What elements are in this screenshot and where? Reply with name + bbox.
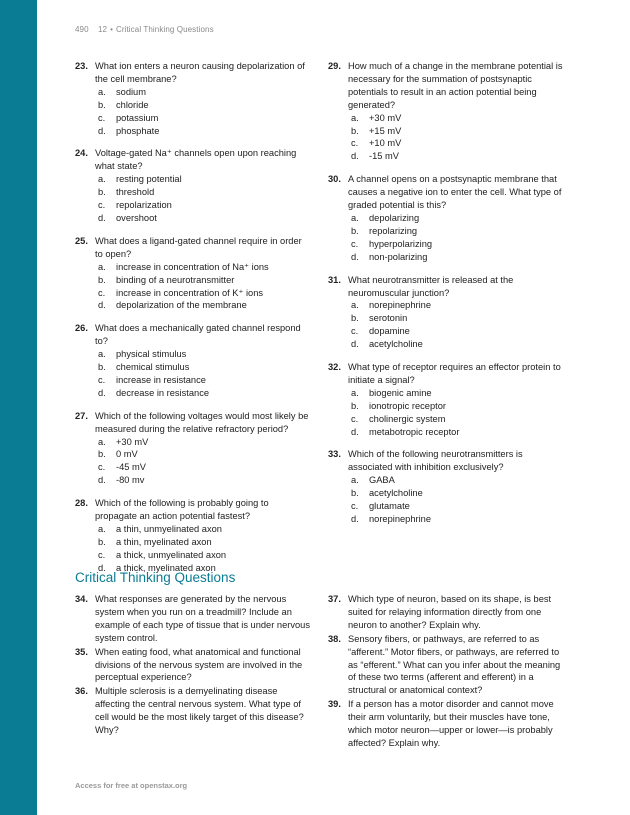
answer-option [348, 474, 564, 487]
option-text: biogenic amine [369, 387, 432, 398]
answer-option [95, 474, 311, 487]
answer-option [348, 299, 564, 312]
answer-option [348, 212, 564, 225]
answer-option [95, 86, 311, 99]
option-letter: c. [98, 462, 106, 473]
answer-option [95, 361, 311, 374]
option-letter: d. [98, 475, 106, 486]
question-text: Which type of neuron, based on its shape, is best suited for relaying information directly from one neuron to another? Explain why. [348, 594, 552, 630]
option-text: +15 mV [369, 125, 402, 136]
option-text: decrease in resistance [116, 387, 210, 398]
option-letter: d. [351, 426, 359, 437]
question-item [75, 593, 311, 645]
question-item [75, 685, 311, 737]
question-text: Which of the following voltages would most likely be measured during the relative refractory period? [95, 410, 309, 434]
option-text: a thin, unmyelinated axon [116, 524, 222, 534]
option-text: -15 mV [369, 151, 399, 162]
question-text: A channel opens on a postsynaptic membrane that causes a negative ion to enter the cell. What type of graded potential is this? [348, 174, 562, 211]
header-section: Critical Thinking Questions [115, 25, 214, 34]
question-item [328, 593, 564, 632]
question-item [75, 235, 311, 312]
critical-thinking-left-column [75, 593, 311, 738]
answer-option [95, 436, 311, 449]
answer-option [348, 150, 564, 163]
option-text: ionotropic receptor [369, 400, 446, 411]
option-text: threshold [116, 187, 155, 198]
question-number: 33. [328, 449, 341, 460]
option-text: metabotropic receptor [369, 426, 460, 437]
answer-option [95, 261, 311, 274]
question-item [328, 361, 564, 438]
option-letter: c. [351, 501, 359, 512]
answer-option [95, 299, 311, 312]
answer-option [95, 549, 311, 562]
question-number: 26. [75, 323, 88, 334]
option-letter: d. [351, 151, 359, 162]
option-text: resting potential [116, 174, 182, 185]
option-letter: a. [351, 387, 359, 398]
answer-option [348, 387, 564, 400]
answer-option [95, 112, 311, 125]
option-letter: a. [98, 349, 106, 360]
answer-options [95, 523, 311, 575]
question-item [328, 698, 564, 750]
answer-options [95, 173, 311, 225]
option-text: a thick, myelinated axon [116, 562, 216, 573]
option-text: a thick, unmyelinated axon [116, 549, 227, 560]
option-letter: b. [98, 274, 106, 285]
question-text: What ion enters a neuron causing depolarization of the cell membrane? [95, 61, 305, 84]
option-text: glutamate [369, 501, 410, 512]
option-letter: a. [98, 86, 106, 97]
option-letter: d. [98, 125, 106, 136]
option-text: overshoot [116, 212, 157, 223]
answer-options [95, 348, 311, 400]
option-text: -45 mV [116, 462, 146, 473]
answer-option [95, 448, 311, 461]
question-number: 32. [328, 362, 341, 373]
question-number: 27. [75, 410, 88, 421]
question-number: 37. [328, 594, 341, 604]
answer-options [348, 474, 564, 526]
answer-option [348, 513, 564, 526]
answer-option [95, 461, 311, 474]
question-text: How much of a change in the membrane potential is necessary for the summation of postsynaptic potentials to result in an action potential being generated? [348, 61, 563, 110]
option-text: dopamine [369, 326, 410, 337]
answer-options [348, 387, 564, 439]
question-text: When eating food, what anatomical and functional divisions of the nervous system are involved in the perceptual experience? [95, 646, 303, 683]
answer-options [95, 86, 311, 138]
question-number: 28. [75, 498, 88, 509]
question-text: What does a mechanically gated channel respond to? [95, 323, 301, 347]
option-letter: c. [98, 549, 106, 560]
option-letter: a. [351, 112, 359, 123]
question-item [75, 147, 311, 224]
question-text: Multiple sclerosis is a demyelinating disease affecting the central nervous system. What type of cell would be the most likely target of this disease? Why? [95, 686, 304, 736]
question-number: 36. [75, 686, 88, 697]
question-number: 23. [75, 61, 88, 71]
answer-option [348, 400, 564, 413]
answer-options [348, 299, 564, 351]
answer-option [348, 338, 564, 351]
answer-option [95, 374, 311, 387]
option-text: norepinephrine [369, 300, 432, 311]
option-text: potassium [116, 112, 159, 123]
option-letter: b. [351, 400, 359, 411]
option-letter: a. [351, 300, 359, 311]
option-letter: d. [98, 562, 106, 573]
option-text: increase in concentration of Na⁺ ions [116, 261, 269, 272]
option-text: chemical stimulus [116, 362, 190, 373]
option-letter: c. [98, 112, 106, 123]
question-item [328, 60, 564, 163]
answer-option [348, 325, 564, 338]
option-letter: c. [98, 200, 106, 211]
question-number: 29. [328, 61, 341, 71]
question-item [328, 173, 564, 263]
answer-options [95, 261, 311, 313]
option-text: acetylcholine [369, 339, 423, 350]
option-letter: d. [351, 514, 359, 524]
question-number: 24. [75, 148, 88, 159]
option-letter: b. [98, 449, 106, 460]
question-item [328, 274, 564, 351]
answer-option [348, 125, 564, 138]
question-text: Voltage-gated Na⁺ channels open upon reaching what state? [95, 148, 297, 172]
option-text: +30 mV [369, 112, 402, 123]
chapter-number: 12 [97, 25, 108, 34]
answer-option [348, 413, 564, 426]
answer-option [95, 387, 311, 400]
question-item [328, 448, 564, 525]
question-text: If a person has a motor disorder and cannot move their arm voluntarily, but their muscles have tone, which motor neuron—upper or lower—is probably affected? Explain why. [348, 699, 554, 748]
option-letter: c. [351, 238, 359, 249]
question-item [328, 633, 564, 698]
question-text: What does a ligand-gated channel require in order to open? [95, 235, 302, 259]
review-questions-left-column [75, 60, 311, 585]
answer-option [348, 426, 564, 439]
option-letter: b. [98, 187, 106, 198]
option-letter: b. [98, 362, 106, 373]
option-letter: a. [98, 261, 106, 272]
question-number: 34. [75, 594, 88, 604]
answer-options [95, 436, 311, 488]
question-number: 35. [75, 646, 88, 657]
question-number: 25. [75, 235, 88, 246]
page-footer: Access for free at openstax.org [75, 781, 188, 790]
answer-options [348, 112, 564, 164]
option-text: chloride [116, 99, 149, 110]
question-number: 31. [328, 274, 341, 285]
header-bullet: • [110, 25, 113, 34]
answer-option [95, 125, 311, 138]
option-text: depolarization of the membrane [116, 300, 247, 311]
question-item [75, 410, 311, 487]
answer-option [348, 500, 564, 513]
answer-option [95, 199, 311, 212]
option-text: serotonin [369, 313, 408, 324]
answer-option [348, 238, 564, 251]
answer-option [348, 251, 564, 264]
option-text: repolarizing [369, 225, 418, 236]
question-text: What responses are generated by the nervous system when you run on a treadmill? Include an example of each type of tissue that is under nervous system control. [95, 594, 310, 643]
question-number: 38. [328, 633, 341, 644]
option-letter: b. [351, 225, 359, 236]
option-letter: b. [98, 99, 106, 110]
page-side-bar [0, 0, 37, 815]
option-letter: c. [351, 413, 359, 424]
option-letter: d. [351, 251, 359, 262]
option-text: norepinephrine [369, 514, 432, 524]
option-letter: a. [98, 524, 106, 534]
option-text: repolarization [116, 200, 172, 211]
option-text: depolarizing [369, 212, 420, 223]
option-text: phosphate [116, 125, 160, 136]
answer-option [348, 312, 564, 325]
answer-option [348, 137, 564, 150]
answer-option [95, 348, 311, 361]
option-letter: a. [98, 436, 106, 447]
option-letter: a. [351, 475, 359, 486]
option-text: hyperpolarizing [369, 238, 433, 249]
page-number: 490 [75, 25, 89, 34]
option-letter: d. [98, 387, 106, 398]
answer-option [348, 487, 564, 500]
answer-option [95, 523, 311, 536]
option-text: a thin, myelinated axon [116, 536, 212, 547]
option-text: non-polarizing [369, 251, 428, 262]
option-text: sodium [116, 86, 146, 97]
answer-option [348, 112, 564, 125]
review-questions-right-column [328, 60, 564, 536]
answer-option [95, 274, 311, 287]
option-text: GABA [369, 475, 395, 486]
option-text: 0 mV [116, 449, 138, 460]
question-text: Which of the following is probably going to propagate an action potential fastest? [95, 498, 269, 522]
question-text: What neurotransmitter is released at the neuromuscular junction? [348, 274, 514, 298]
option-letter: a. [351, 212, 359, 223]
option-text: acetylcholine [369, 488, 423, 499]
answer-option [95, 536, 311, 549]
option-letter: b. [351, 313, 359, 324]
question-text: What type of receptor requires an effector protein to initiate a signal? [348, 362, 561, 385]
critical-thinking-right-column [328, 593, 564, 751]
option-text: -80 mv [116, 475, 145, 486]
question-text: Sensory fibers, or pathways, are referred to as “afferent.” Motor fibers, or pathways, are referred to as “efferent.” What can you infer about the meaning of these two terms (afferent and efferent) in a structural or anatomical context? [348, 633, 561, 696]
option-letter: b. [351, 125, 359, 136]
option-letter: c. [351, 138, 359, 149]
critical-thinking-heading: Critical Thinking Questions [75, 570, 236, 585]
option-text: binding of a neurotransmitter [116, 274, 235, 285]
option-letter: b. [98, 536, 106, 547]
option-text: cholinergic system [369, 413, 446, 424]
option-letter: c. [98, 287, 106, 298]
answer-option [348, 225, 564, 238]
question-item [75, 497, 311, 574]
question-number: 30. [328, 174, 341, 185]
answer-option [95, 99, 311, 112]
question-item [75, 322, 311, 399]
option-text: +10 mV [369, 138, 402, 149]
question-text: Which of the following neurotransmitters is associated with inhibition exclusively? [348, 449, 523, 473]
option-letter: d. [351, 339, 359, 350]
option-letter: c. [98, 374, 106, 385]
option-letter: d. [98, 300, 106, 311]
option-letter: a. [98, 174, 106, 185]
option-text: increase in resistance [116, 374, 206, 385]
option-text: +30 mV [116, 436, 149, 447]
answer-option [95, 173, 311, 186]
question-item [75, 646, 311, 685]
question-item [75, 60, 311, 137]
page-header [75, 25, 214, 34]
option-letter: b. [351, 488, 359, 499]
answer-option [95, 186, 311, 199]
answer-option [95, 212, 311, 225]
option-letter: d. [98, 212, 106, 223]
question-number: 39. [328, 699, 341, 710]
answer-options [348, 212, 564, 264]
option-text: increase in concentration of K⁺ ions [116, 287, 264, 298]
answer-option [95, 287, 311, 300]
option-letter: c. [351, 326, 359, 337]
option-text: physical stimulus [116, 349, 187, 360]
